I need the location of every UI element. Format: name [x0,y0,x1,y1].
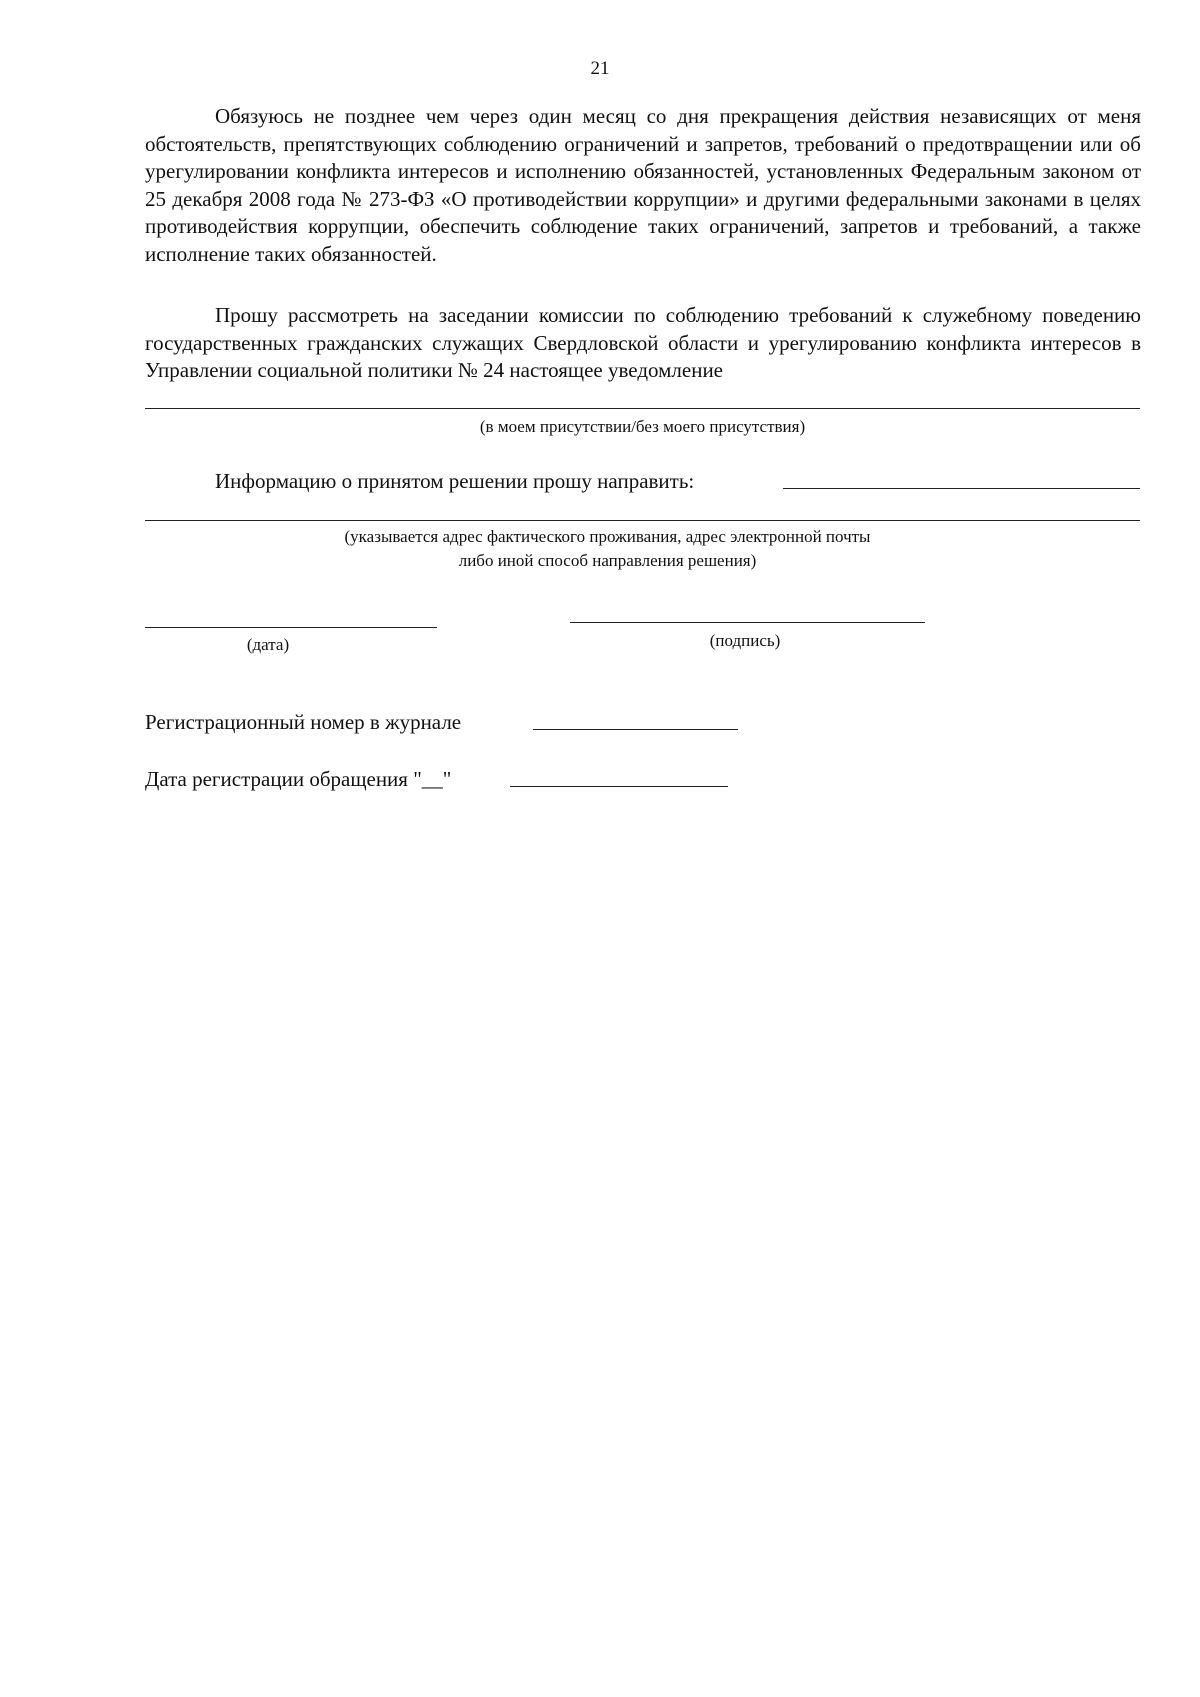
presence-caption: (в моем присутствии/без моего присутствия) [479,417,806,436]
info-request-label: Информацию о принятом решении прошу направить: [215,469,695,493]
registration-number-fill-line [533,729,738,730]
registration-number-label: Регистрационный номер в журнале [145,710,462,734]
obligation-paragraph: Обязуюсь не позднее чем через один месяц со дня прекращения действия независящих от меня обстоятельств, препятствующих соблюдению ограничений и запретов, требований о предотвращении или об урегулировании конфликта интересов и исполнению обязанностей, установленных Федеральным законом от 25 декабря 2008 года № 273-ФЗ «О противодействии коррупции» и другими федеральными законами в целях противодействия коррупции, обеспечить соблюдение таких ограничений, запретов и требований, а также исполнение таких обязанностей. [145,104,1141,266]
info-request-fill-line [783,488,1140,489]
address-caption-line1: (указывается адрес фактического проживания, адрес электронной почты [344,527,871,546]
page-number: 21 [590,58,610,79]
request-paragraph: Прошу рассмотреть на заседании комиссии по соблюдению требований к служебному поведению государственных гражданских служащих Свердловской области и урегулированию конфликта интересов в Управлении социальной политики № 24 настоящее уведомление [145,303,1141,382]
registration-date-label: Дата регистрации обращения "__" [145,767,452,791]
address-caption-line2: либо иной способ направления решения) [458,551,757,570]
signature-caption: (подпись) [709,631,781,650]
address-fill-line [145,520,1140,521]
registration-date-fill-line [510,786,728,787]
presence-fill-line [145,408,1140,409]
date-caption: (дата) [246,635,290,654]
signature-fill-line [570,622,925,623]
date-fill-line [145,627,437,628]
